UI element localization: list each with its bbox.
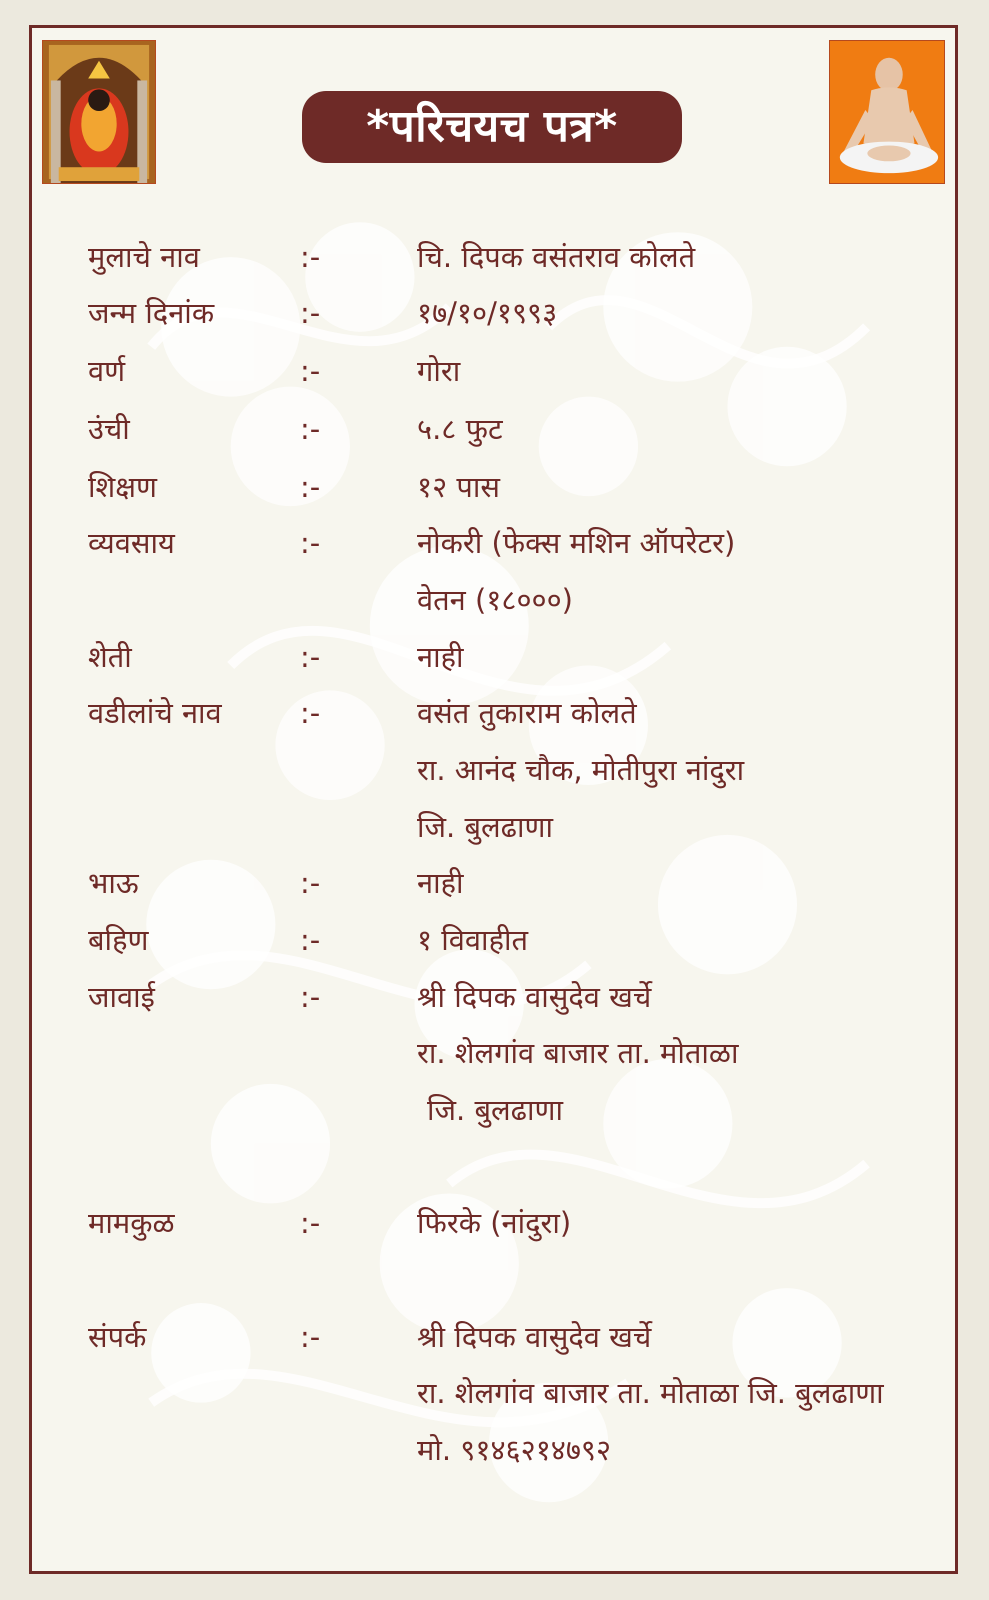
row-value: फिरके (नांदुरा)	[417, 1206, 572, 1240]
detail-row	[32, 628, 955, 686]
detail-row	[32, 1194, 955, 1252]
row-separator: :-	[300, 240, 321, 274]
row-value: नाही	[417, 866, 464, 900]
detail-row	[32, 684, 955, 742]
row-separator: :-	[300, 470, 321, 504]
detail-row	[32, 854, 955, 912]
row-value: नोकरी (फेक्स मशिन ऑपरेटर)	[417, 526, 736, 560]
row-label: भाऊ	[88, 866, 139, 900]
detail-row	[32, 1421, 955, 1479]
row-label: शेती	[88, 640, 132, 674]
row-label: उंची	[88, 412, 130, 446]
page-title: *परिचयच पत्र*	[302, 91, 682, 163]
row-separator: :-	[300, 980, 321, 1014]
row-separator: :-	[300, 1206, 321, 1240]
row-value: रा. आनंद चौक, मोतीपुरा नांदुरा	[417, 753, 745, 787]
detail-row	[32, 514, 955, 572]
row-label: मुलाचे नाव	[88, 240, 200, 274]
detail-row	[32, 1364, 955, 1422]
row-value: रा. शेलगांव बाजार ता. मोताळा जि. बुलढाणा	[417, 1376, 884, 1410]
row-value: गोरा	[417, 354, 461, 388]
row-value: ५.८ फुट	[417, 412, 503, 446]
detail-row	[32, 342, 955, 400]
row-value: श्री दिपक वासुदेव खर्चे	[417, 1320, 652, 1354]
detail-row	[32, 798, 955, 856]
detail-row	[32, 1081, 955, 1139]
row-value: मो. ९१४६२१४७९२	[417, 1433, 612, 1467]
row-value: चि. दिपक वसंतराव कोलते	[417, 240, 696, 274]
detail-row	[32, 911, 955, 969]
row-value: नाही	[417, 640, 464, 674]
row-value: १ विवाहीत	[417, 923, 529, 957]
row-separator: :-	[300, 526, 321, 560]
detail-row	[32, 1308, 955, 1366]
row-label: वर्ण	[88, 354, 126, 388]
row-label: जावाई	[88, 980, 155, 1014]
detail-row	[32, 571, 955, 629]
row-value: जि. बुलढाणा	[427, 1093, 564, 1127]
detail-row	[32, 400, 955, 458]
row-value: १२ पास	[417, 470, 500, 504]
row-label: मामकुळ	[88, 1206, 175, 1240]
row-separator: :-	[300, 640, 321, 674]
row-label: जन्म दिनांक	[88, 296, 215, 330]
row-value: श्री दिपक वासुदेव खर्चे	[417, 980, 652, 1014]
row-separator: :-	[300, 296, 321, 330]
row-separator: :-	[300, 866, 321, 900]
row-separator: :-	[300, 696, 321, 730]
row-label: शिक्षण	[88, 470, 157, 504]
detail-row	[32, 1024, 955, 1082]
row-label: वडीलांचे नाव	[88, 696, 222, 730]
row-label: बहिण	[88, 923, 149, 957]
row-value: वसंत तुकाराम कोलते	[417, 696, 637, 730]
saint-photo	[829, 40, 945, 184]
row-value: वेतन (१८०००)	[417, 583, 573, 617]
row-label: संपर्क	[88, 1320, 147, 1354]
detail-row	[32, 968, 955, 1026]
row-value: १७/१०/१९९३	[417, 296, 558, 330]
row-value: जि. बुलढाणा	[417, 810, 554, 844]
goddess-idol-photo	[42, 40, 156, 184]
detail-row	[32, 228, 955, 286]
row-label: व्यवसाय	[88, 526, 175, 560]
row-separator: :-	[300, 923, 321, 957]
row-separator: :-	[300, 412, 321, 446]
row-separator: :-	[300, 354, 321, 388]
detail-row	[32, 741, 955, 799]
row-separator: :-	[300, 1320, 321, 1354]
biodata-card	[29, 25, 958, 1574]
detail-row	[32, 284, 955, 342]
row-value: रा. शेलगांव बाजार ता. मोताळा	[417, 1036, 739, 1070]
detail-row	[32, 458, 955, 516]
